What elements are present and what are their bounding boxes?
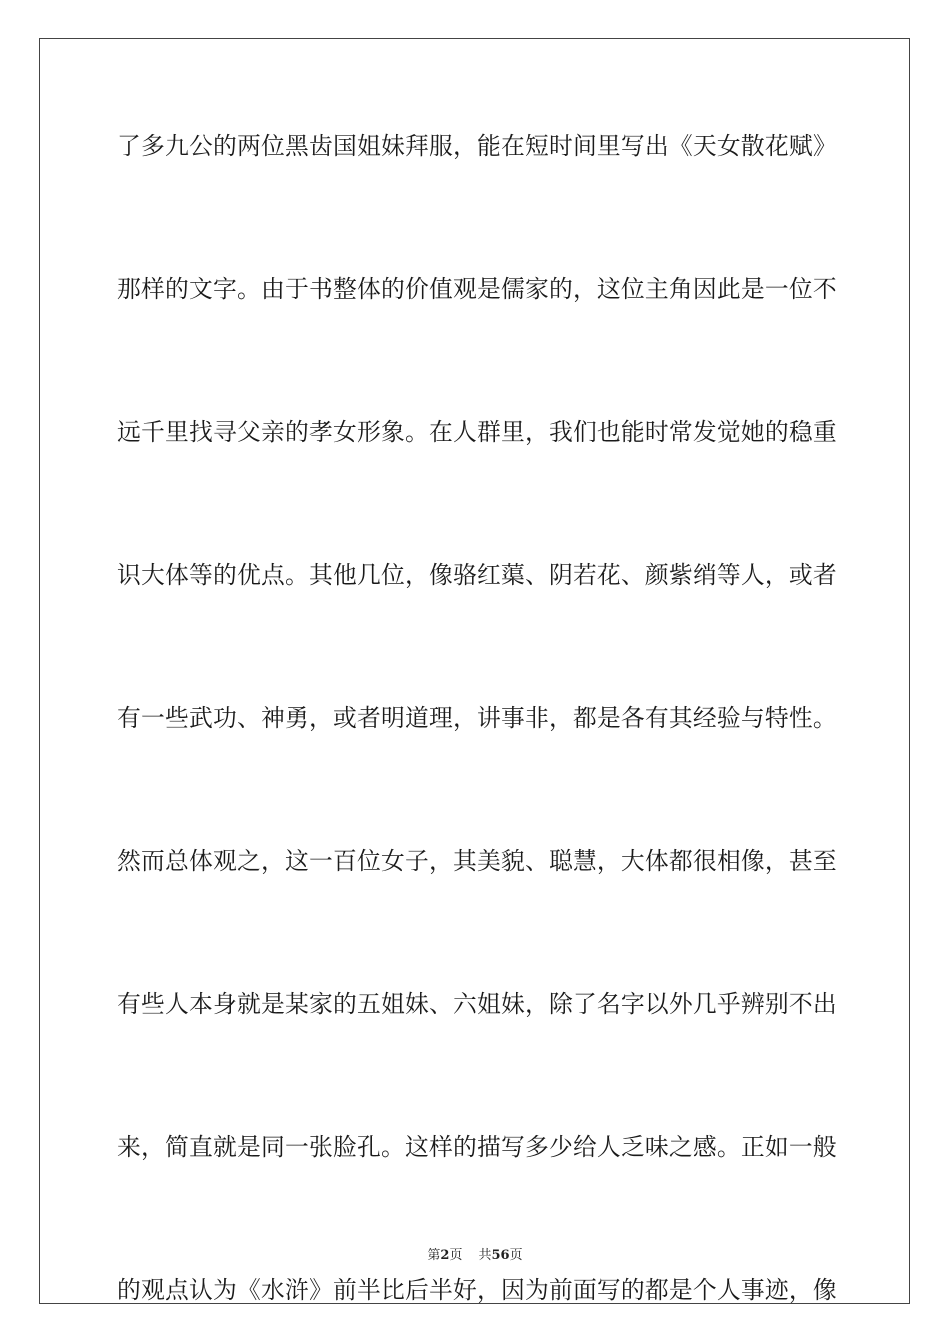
body-text: [117, 120, 837, 1316]
text-line-3: 远千里找寻父亲的孝女形象。在人群里，我们也能时常发觉她的稳重: [117, 418, 837, 446]
text-line-7: 有些人本身就是某家的五姐妹、六姐妹，除了名字以外几乎辨别不出: [117, 990, 837, 1018]
current-page: 2: [440, 1248, 450, 1263]
text-line-4: 识大体等的优点。其他几位，像骆红蕖、阴若花、颜紫绡等人，或者: [117, 561, 837, 589]
page-suffix: 页: [449, 1248, 463, 1263]
page-number: [427, 1248, 462, 1263]
text-line-1: 了多九公的两位黑齿国姐妹拜服，能在短时间里写出《天女散花赋》: [117, 132, 837, 160]
total-page-count: 56: [491, 1248, 510, 1263]
text-line-9: 的观点认为《水浒》前半比后半好，因为前面写的都是个人事迹，像: [117, 1276, 837, 1304]
total-suffix: 页: [509, 1248, 523, 1263]
page-footer: [0, 1244, 950, 1263]
text-line-2: 那样的文字。由于书整体的价值观是儒家的，这位主角因此是一位不: [117, 275, 837, 303]
text-line-5: 有一些武功、神勇，或者明道理，讲事非，都是各有其经验与特性。: [117, 704, 837, 732]
text-line-8: 来，简直就是同一张脸孔。这样的描写多少给人乏味之感。正如一般: [117, 1133, 837, 1161]
total-pages: [478, 1248, 522, 1263]
page-prefix: 第: [427, 1248, 441, 1263]
total-prefix: 共: [478, 1248, 492, 1263]
text-line-6: 然而总体观之，这一百位女子，其美貌、聪慧，大体都很相像，甚至: [117, 847, 837, 875]
